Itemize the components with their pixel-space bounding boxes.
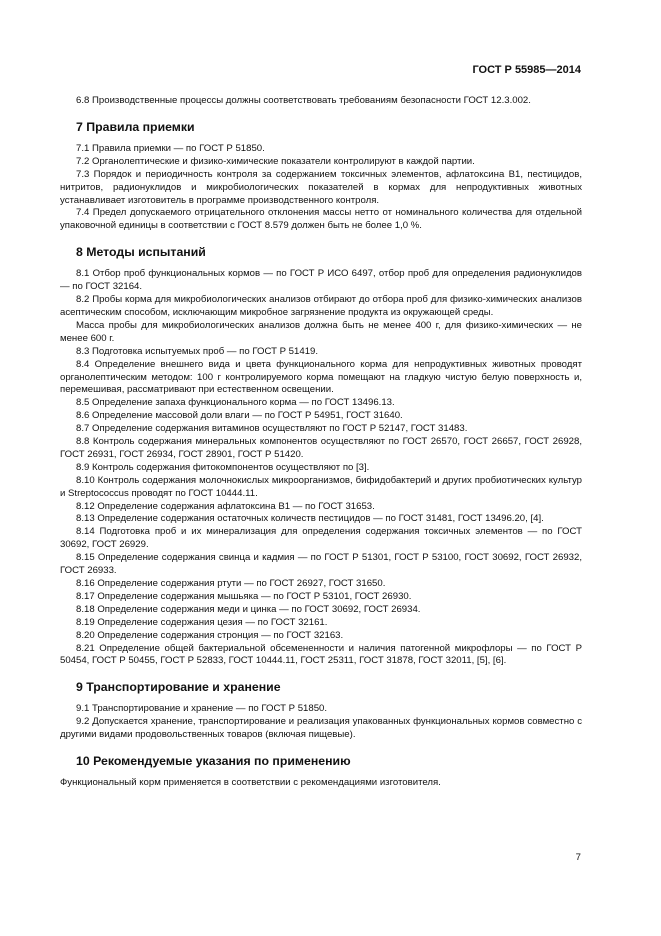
paragraph-8-13: 8.13 Определение содержания остаточных количеств пестицидов — по ГОСТ 31481, ГОСТ 13496.20, [4].	[76, 513, 544, 525]
paragraph-8-7: 8.7 Определение содержания витаминов осуществляют по ГОСТ Р 52147, ГОСТ 31483.	[76, 423, 468, 435]
paragraph-10-1: Функциональный корм применяется в соответствии с рекомендациями изготовителя.	[60, 777, 441, 789]
document-body	[60, 95, 582, 790]
paragraph-8-1: 8.1 Отбор проб функциональных кормов — по ГОСТ Р ИСО 6497, отбор проб для определения радионуклидов — по ГОСТ 32164.	[60, 268, 582, 293]
paragraph-8-15: 8.15 Определение содержания свинца и кадмия — по ГОСТ Р 51301, ГОСТ Р 53100, ГОСТ 30692, ГОСТ 26932, ГОСТ 26933.	[60, 552, 582, 577]
paragraph-8-10: 8.10 Контроль содержания молочнокислых микроорганизмов, бифидобактерий и других пробиотических культур и Streptococcus проводят по ГОСТ 10444.11.	[60, 474, 582, 499]
paragraph-8-18: 8.18 Определение содержания меди и цинка — по ГОСТ 30692, ГОСТ 26934.	[76, 603, 421, 615]
paragraph-8-2: 8.2 Пробы корма для микробиологических анализов отбирают до отбора проб для физико-химических анализов асептическим способом, исключающим микробное загрязнение продукта из окружающей среды.	[60, 294, 582, 318]
paragraph-7-3: 7.3 Порядок и периодичность контроля за содержанием токсичных элементов, афлатоксина В1, пестицидов, нитритов, радионуклидов и микробиологических показателей в кормах для непродуктивных животных устанавливает изготовитель в программе производственного контроля.	[60, 168, 582, 206]
paragraph-8-17: 8.17 Определение содержания мышьяка — по ГОСТ Р 53101, ГОСТ 26930.	[76, 590, 412, 602]
paragraph-9-1: 9.1 Транспортирование и хранение — по ГОСТ Р 51850.	[76, 703, 328, 715]
section-9-title: 9 Транспортирование и хранение	[76, 680, 281, 695]
paragraph-8-2b: Масса пробы для микробиологических анализов должна быть не менее 400 г, для физико-химических — не менее 600 г.	[60, 319, 582, 344]
paragraph-8-4: 8.4 Определение внешнего вида и цвета функционального корма для непродуктивных животных проводят органолептическим методом: 100 г контролируемого корма помещают на гладкую чистую белую поверхность и, перемешивая, рассматривают при естественном освещении.	[60, 358, 582, 396]
paragraph-8-3: 8.3 Подготовка испытуемых проб — по ГОСТ Р 51419.	[76, 345, 319, 357]
paragraph-8-14: 8.14 Подготовка проб и их минерализация для определения содержания токсичных элементов — по ГОСТ 30692, ГОСТ 26929.	[60, 526, 582, 551]
paragraph-6-8: 6.8 Производственные процессы должны соответствовать требованиям безопасности ГОСТ 12.3.002.	[76, 95, 531, 106]
section-10-title: 10 Рекомендуемые указания по применению	[76, 754, 351, 769]
paragraph-8-19: 8.19 Определение содержания цезия — по ГОСТ 32161.	[76, 616, 328, 628]
section-8-title: 8 Методы испытаний	[76, 245, 206, 260]
paragraph-8-21: 8.21 Определение общей бактериальной обсемененности и наличия патогенной микрофлоры — по ГОСТ Р 50454, ГОСТ Р 50455, ГОСТ Р 52833, ГОСТ 10444.11, ГОСТ 25311, ГОСТ 31878, ГОСТ 32011, [5], [6].	[60, 642, 582, 667]
section-7-title: 7 Правила приемки	[76, 119, 195, 134]
paragraph-8-8: 8.8 Контроль содержания минеральных компонентов осуществляют по ГОСТ 26570, ГОСТ 26657, ГОСТ 26928, ГОСТ 26931, ГОСТ 26934, ГОСТ 28901, ГОСТ Р 51420.	[60, 436, 582, 460]
paragraph-8-5: 8.5 Определение запаха функционального корма — по ГОСТ 13496.13.	[76, 397, 395, 409]
paragraph-8-6: 8.6 Определение массовой доли влаги — по ГОСТ Р 54951, ГОСТ 31640.	[76, 410, 403, 422]
document-header: ГОСТ Р 55985—2014	[472, 64, 581, 76]
page-number: 7	[575, 852, 581, 863]
paragraph-9-2: 9.2 Допускается хранение, транспортирование и реализация упакованных функциональных кормов совместно с другими видами продовольственных товаров (включая пищевые).	[60, 716, 582, 741]
paragraph-7-1: 7.1 Правила приемки — по ГОСТ Р 51850.	[76, 142, 265, 154]
paragraph-8-16: 8.16 Определение содержания ртути — по ГОСТ 26927, ГОСТ 31650.	[76, 578, 386, 589]
paragraph-7-2: 7.2 Органолептические и физико-химические показатели контролируют в каждой партии.	[76, 155, 475, 167]
paragraph-8-12: 8.12 Определение содержания афлатоксина В1 — по ГОСТ 31653.	[76, 500, 375, 512]
paragraph-7-4: 7.4 Предел допускаемого отрицательного отклонения массы нетто от номинального количества для отдельной упаковочной единицы в соответствии с ГОСТ 8.579 должен быть не более 1,0 %.	[60, 207, 582, 232]
paragraph-8-9: 8.9 Контроль содержания фитокомпонентов осуществляют по [3].	[76, 461, 370, 473]
paragraph-8-20: 8.20 Определение содержания стронция — по ГОСТ 32163.	[76, 629, 344, 641]
